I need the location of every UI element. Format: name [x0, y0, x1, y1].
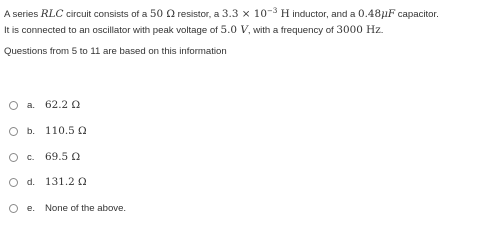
option-b[interactable] — [9, 123, 299, 139]
radio-button[interactable] — [9, 204, 18, 213]
option-text: None of the above. — [45, 202, 127, 214]
question-text-segment: inductor, and a — [289, 9, 358, 20]
capacitance-value — [358, 8, 395, 20]
option-a[interactable] — [9, 97, 299, 113]
capacitance-unit: F — [387, 8, 396, 20]
circuit-type-label: RLC — [40, 8, 64, 20]
voltage-value — [221, 24, 248, 36]
question-text-segment: A series — [4, 9, 41, 20]
inductance-exponent: −3 — [266, 7, 278, 15]
radio-button[interactable] — [9, 153, 18, 162]
radio-button[interactable] — [9, 178, 18, 187]
question-text-segment: . — [380, 24, 384, 36]
question-text — [4, 7, 498, 38]
question-text-segment: It is connected to an oscillator with peak voltage of — [4, 24, 221, 36]
radio-button[interactable] — [9, 127, 18, 136]
capacitance-number: 0.48 — [357, 8, 382, 20]
circuit-type — [41, 8, 64, 20]
option-text: 110.5 Ω — [45, 125, 87, 137]
option-e[interactable] — [9, 200, 299, 216]
questions-range-note: Questions from 5 to 11 are based on this information — [4, 46, 227, 57]
option-letter: e. — [27, 202, 36, 214]
frequency-value: 3000 Hz — [336, 23, 381, 36]
question-line-1 — [4, 7, 498, 23]
option-letter: c. — [27, 151, 35, 163]
option-text: 69.5 Ω — [45, 151, 81, 163]
question-text-segment: circuit consists of a — [63, 9, 150, 20]
option-d[interactable] — [9, 174, 299, 190]
voltage-number: 5.0 — [220, 23, 241, 36]
question-text-segment: capacitor. — [395, 9, 439, 20]
option-text: 62.2 Ω — [45, 99, 81, 111]
question-text-segment: , with a frequency of — [247, 24, 337, 36]
question-text-segment: resistor, a — [175, 9, 222, 20]
inductance-value — [222, 8, 290, 20]
option-text: 131.2 Ω — [45, 176, 87, 188]
resistance-value: 50 Ω — [149, 8, 175, 20]
inductance-mantissa: 3.3 × 10 — [221, 8, 267, 20]
option-letter: a. — [27, 99, 36, 111]
option-c[interactable] — [9, 149, 299, 165]
capacitance-mu: μ — [381, 8, 388, 20]
option-letter: b. — [27, 125, 36, 137]
question-line-2 — [4, 23, 498, 39]
radio-button[interactable] — [9, 101, 18, 110]
voltage-unit: V — [240, 23, 248, 36]
option-letter: d. — [27, 176, 36, 188]
inductance-unit: H — [277, 8, 290, 20]
